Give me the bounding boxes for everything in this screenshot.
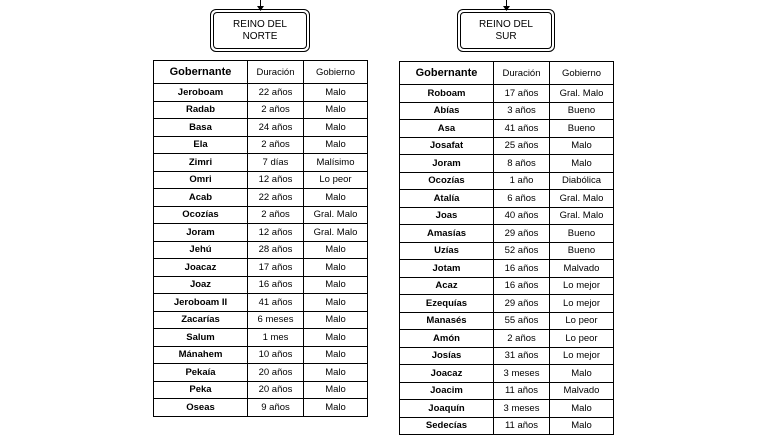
ruler-cell: Joacaz — [154, 259, 248, 277]
table-row — [400, 137, 614, 155]
duration-cell: 20 años — [248, 381, 304, 399]
south-table-body — [400, 85, 614, 435]
north-table-body — [154, 84, 368, 417]
government-cell: Malo — [304, 259, 368, 277]
duration-cell: 17 años — [248, 259, 304, 277]
ruler-cell: Atalía — [400, 190, 494, 208]
duration-cell: 2 años — [248, 206, 304, 224]
government-cell: Lo mejor — [550, 295, 614, 313]
ruler-cell: Ezequías — [400, 295, 494, 313]
ruler-cell: Josías — [400, 347, 494, 365]
table-row — [154, 346, 368, 364]
ruler-cell: Joacim — [400, 382, 494, 400]
government-cell: Bueno — [550, 225, 614, 243]
duration-cell: 11 años — [494, 382, 550, 400]
duration-cell: 41 años — [494, 120, 550, 138]
ruler-cell: Zimri — [154, 154, 248, 172]
government-cell: Malo — [550, 400, 614, 418]
table-row — [400, 400, 614, 418]
government-cell: Gral. Malo — [550, 207, 614, 225]
ruler-cell: Omri — [154, 171, 248, 189]
ruler-cell: Acab — [154, 189, 248, 207]
government-cell: Malo — [304, 399, 368, 417]
duration-cell: 22 años — [248, 84, 304, 102]
duration-cell: 3 meses — [494, 400, 550, 418]
table-row — [400, 312, 614, 330]
government-cell: Gral. Malo — [550, 190, 614, 208]
header-ruler: Gobernante — [400, 62, 494, 85]
government-cell: Malo — [304, 329, 368, 347]
government-cell: Malo — [304, 294, 368, 312]
government-cell: Gral. Malo — [550, 85, 614, 103]
ruler-cell: Joas — [400, 207, 494, 225]
table-row — [400, 365, 614, 383]
ruler-cell: Amón — [400, 330, 494, 348]
table-row — [400, 330, 614, 348]
ruler-cell: Joaz — [154, 276, 248, 294]
table-row — [400, 120, 614, 138]
north-kingdom-table — [153, 60, 368, 417]
duration-cell: 9 años — [248, 399, 304, 417]
duration-cell: 55 años — [494, 312, 550, 330]
duration-cell: 41 años — [248, 294, 304, 312]
duration-cell: 12 años — [248, 171, 304, 189]
table-row — [400, 347, 614, 365]
ruler-cell: Joacaz — [400, 365, 494, 383]
south-kingdom-title: REINO DEL SUR — [460, 12, 552, 49]
table-row — [154, 311, 368, 329]
table-row — [154, 381, 368, 399]
table-row — [400, 382, 614, 400]
ruler-cell: Mánahem — [154, 346, 248, 364]
duration-cell: 3 años — [494, 102, 550, 120]
government-cell: Malo — [304, 311, 368, 329]
duration-cell: 29 años — [494, 295, 550, 313]
ruler-cell: Radab — [154, 101, 248, 119]
duration-cell: 20 años — [248, 364, 304, 382]
duration-cell: 22 años — [248, 189, 304, 207]
government-cell: Malo — [550, 417, 614, 435]
table-header-row — [154, 61, 368, 84]
government-cell: Bueno — [550, 120, 614, 138]
table-row — [154, 364, 368, 382]
table-row — [400, 277, 614, 295]
ruler-cell: Ocozías — [154, 206, 248, 224]
table-row — [154, 399, 368, 417]
header-government: Gobierno — [304, 61, 368, 84]
ruler-cell: Roboam — [400, 85, 494, 103]
ruler-cell: Asa — [400, 120, 494, 138]
table-row — [154, 154, 368, 172]
south-kingdom-box — [457, 9, 555, 52]
duration-cell: 6 meses — [248, 311, 304, 329]
government-cell: Malo — [304, 136, 368, 154]
duration-cell: 29 años — [494, 225, 550, 243]
duration-cell: 7 días — [248, 154, 304, 172]
table-row — [400, 225, 614, 243]
duration-cell: 28 años — [248, 241, 304, 259]
ruler-cell: Jotam — [400, 260, 494, 278]
government-cell: Malo — [304, 119, 368, 137]
duration-cell: 6 años — [494, 190, 550, 208]
duration-cell: 2 años — [248, 101, 304, 119]
ruler-cell: Joram — [154, 224, 248, 242]
duration-cell: 24 años — [248, 119, 304, 137]
duration-cell: 31 años — [494, 347, 550, 365]
duration-cell: 52 años — [494, 242, 550, 260]
ruler-cell: Zacarías — [154, 311, 248, 329]
table-row — [400, 190, 614, 208]
ruler-cell: Acaz — [400, 277, 494, 295]
government-cell: Malo — [304, 84, 368, 102]
duration-cell: 40 años — [494, 207, 550, 225]
duration-cell: 11 años — [494, 417, 550, 435]
table-row — [154, 276, 368, 294]
ruler-cell: Pekaía — [154, 364, 248, 382]
government-cell: Lo mejor — [550, 347, 614, 365]
table-row — [400, 155, 614, 173]
duration-cell: 16 años — [494, 260, 550, 278]
table-header-row — [400, 62, 614, 85]
government-cell: Malo — [304, 241, 368, 259]
table-row — [154, 119, 368, 137]
ruler-cell: Amasías — [400, 225, 494, 243]
duration-cell: 8 años — [494, 155, 550, 173]
duration-cell: 16 años — [248, 276, 304, 294]
duration-cell: 17 años — [494, 85, 550, 103]
government-cell: Malo — [304, 346, 368, 364]
table-row — [400, 242, 614, 260]
ruler-cell: Joaquín — [400, 400, 494, 418]
table-row — [400, 260, 614, 278]
table-row — [400, 295, 614, 313]
government-cell: Bueno — [550, 102, 614, 120]
ruler-cell: Basa — [154, 119, 248, 137]
government-cell: Malísimo — [304, 154, 368, 172]
duration-cell: 2 años — [248, 136, 304, 154]
table-row — [154, 294, 368, 312]
duration-cell: 25 años — [494, 137, 550, 155]
table-row — [154, 206, 368, 224]
ruler-cell: Jeroboam II — [154, 294, 248, 312]
government-cell: Malo — [304, 381, 368, 399]
table-row — [400, 172, 614, 190]
government-cell: Malo — [304, 189, 368, 207]
government-cell: Malvado — [550, 260, 614, 278]
government-cell: Gral. Malo — [304, 206, 368, 224]
header-government: Gobierno — [550, 62, 614, 85]
ruler-cell: Jehú — [154, 241, 248, 259]
ruler-cell: Manasés — [400, 312, 494, 330]
header-duration: Duración — [494, 62, 550, 85]
north-kingdom-title: REINO DEL NORTE — [213, 12, 307, 49]
table-row — [154, 259, 368, 277]
ruler-cell: Sedecías — [400, 417, 494, 435]
duration-cell: 12 años — [248, 224, 304, 242]
government-cell: Diabólica — [550, 172, 614, 190]
table-row — [400, 102, 614, 120]
table-row — [154, 136, 368, 154]
ruler-cell: Oseas — [154, 399, 248, 417]
government-cell: Malo — [550, 155, 614, 173]
government-cell: Lo peor — [550, 312, 614, 330]
government-cell: Lo peor — [550, 330, 614, 348]
duration-cell: 3 meses — [494, 365, 550, 383]
government-cell: Gral. Malo — [304, 224, 368, 242]
table-row — [154, 101, 368, 119]
ruler-cell: Jeroboam — [154, 84, 248, 102]
south-kingdom-table — [399, 61, 614, 435]
ruler-cell: Joram — [400, 155, 494, 173]
table-row — [400, 207, 614, 225]
government-cell: Lo mejor — [550, 277, 614, 295]
government-cell: Malo — [550, 137, 614, 155]
duration-cell: 2 años — [494, 330, 550, 348]
ruler-cell: Ocozías — [400, 172, 494, 190]
ruler-cell: Ela — [154, 136, 248, 154]
government-cell: Malo — [304, 276, 368, 294]
table-row — [400, 85, 614, 103]
ruler-cell: Salum — [154, 329, 248, 347]
ruler-cell: Josafat — [400, 137, 494, 155]
government-cell: Malo — [550, 365, 614, 383]
header-duration: Duración — [248, 61, 304, 84]
government-cell: Lo peor — [304, 171, 368, 189]
duration-cell: 10 años — [248, 346, 304, 364]
north-kingdom-box — [210, 9, 310, 52]
header-ruler: Gobernante — [154, 61, 248, 84]
table-row — [154, 329, 368, 347]
table-row — [154, 171, 368, 189]
ruler-cell: Abías — [400, 102, 494, 120]
ruler-cell: Peka — [154, 381, 248, 399]
table-row — [154, 224, 368, 242]
government-cell: Malvado — [550, 382, 614, 400]
government-cell: Bueno — [550, 242, 614, 260]
government-cell: Malo — [304, 101, 368, 119]
government-cell: Malo — [304, 364, 368, 382]
table-row — [154, 84, 368, 102]
table-row — [154, 189, 368, 207]
table-row — [154, 241, 368, 259]
duration-cell: 1 mes — [248, 329, 304, 347]
duration-cell: 1 año — [494, 172, 550, 190]
duration-cell: 16 años — [494, 277, 550, 295]
ruler-cell: Uzías — [400, 242, 494, 260]
